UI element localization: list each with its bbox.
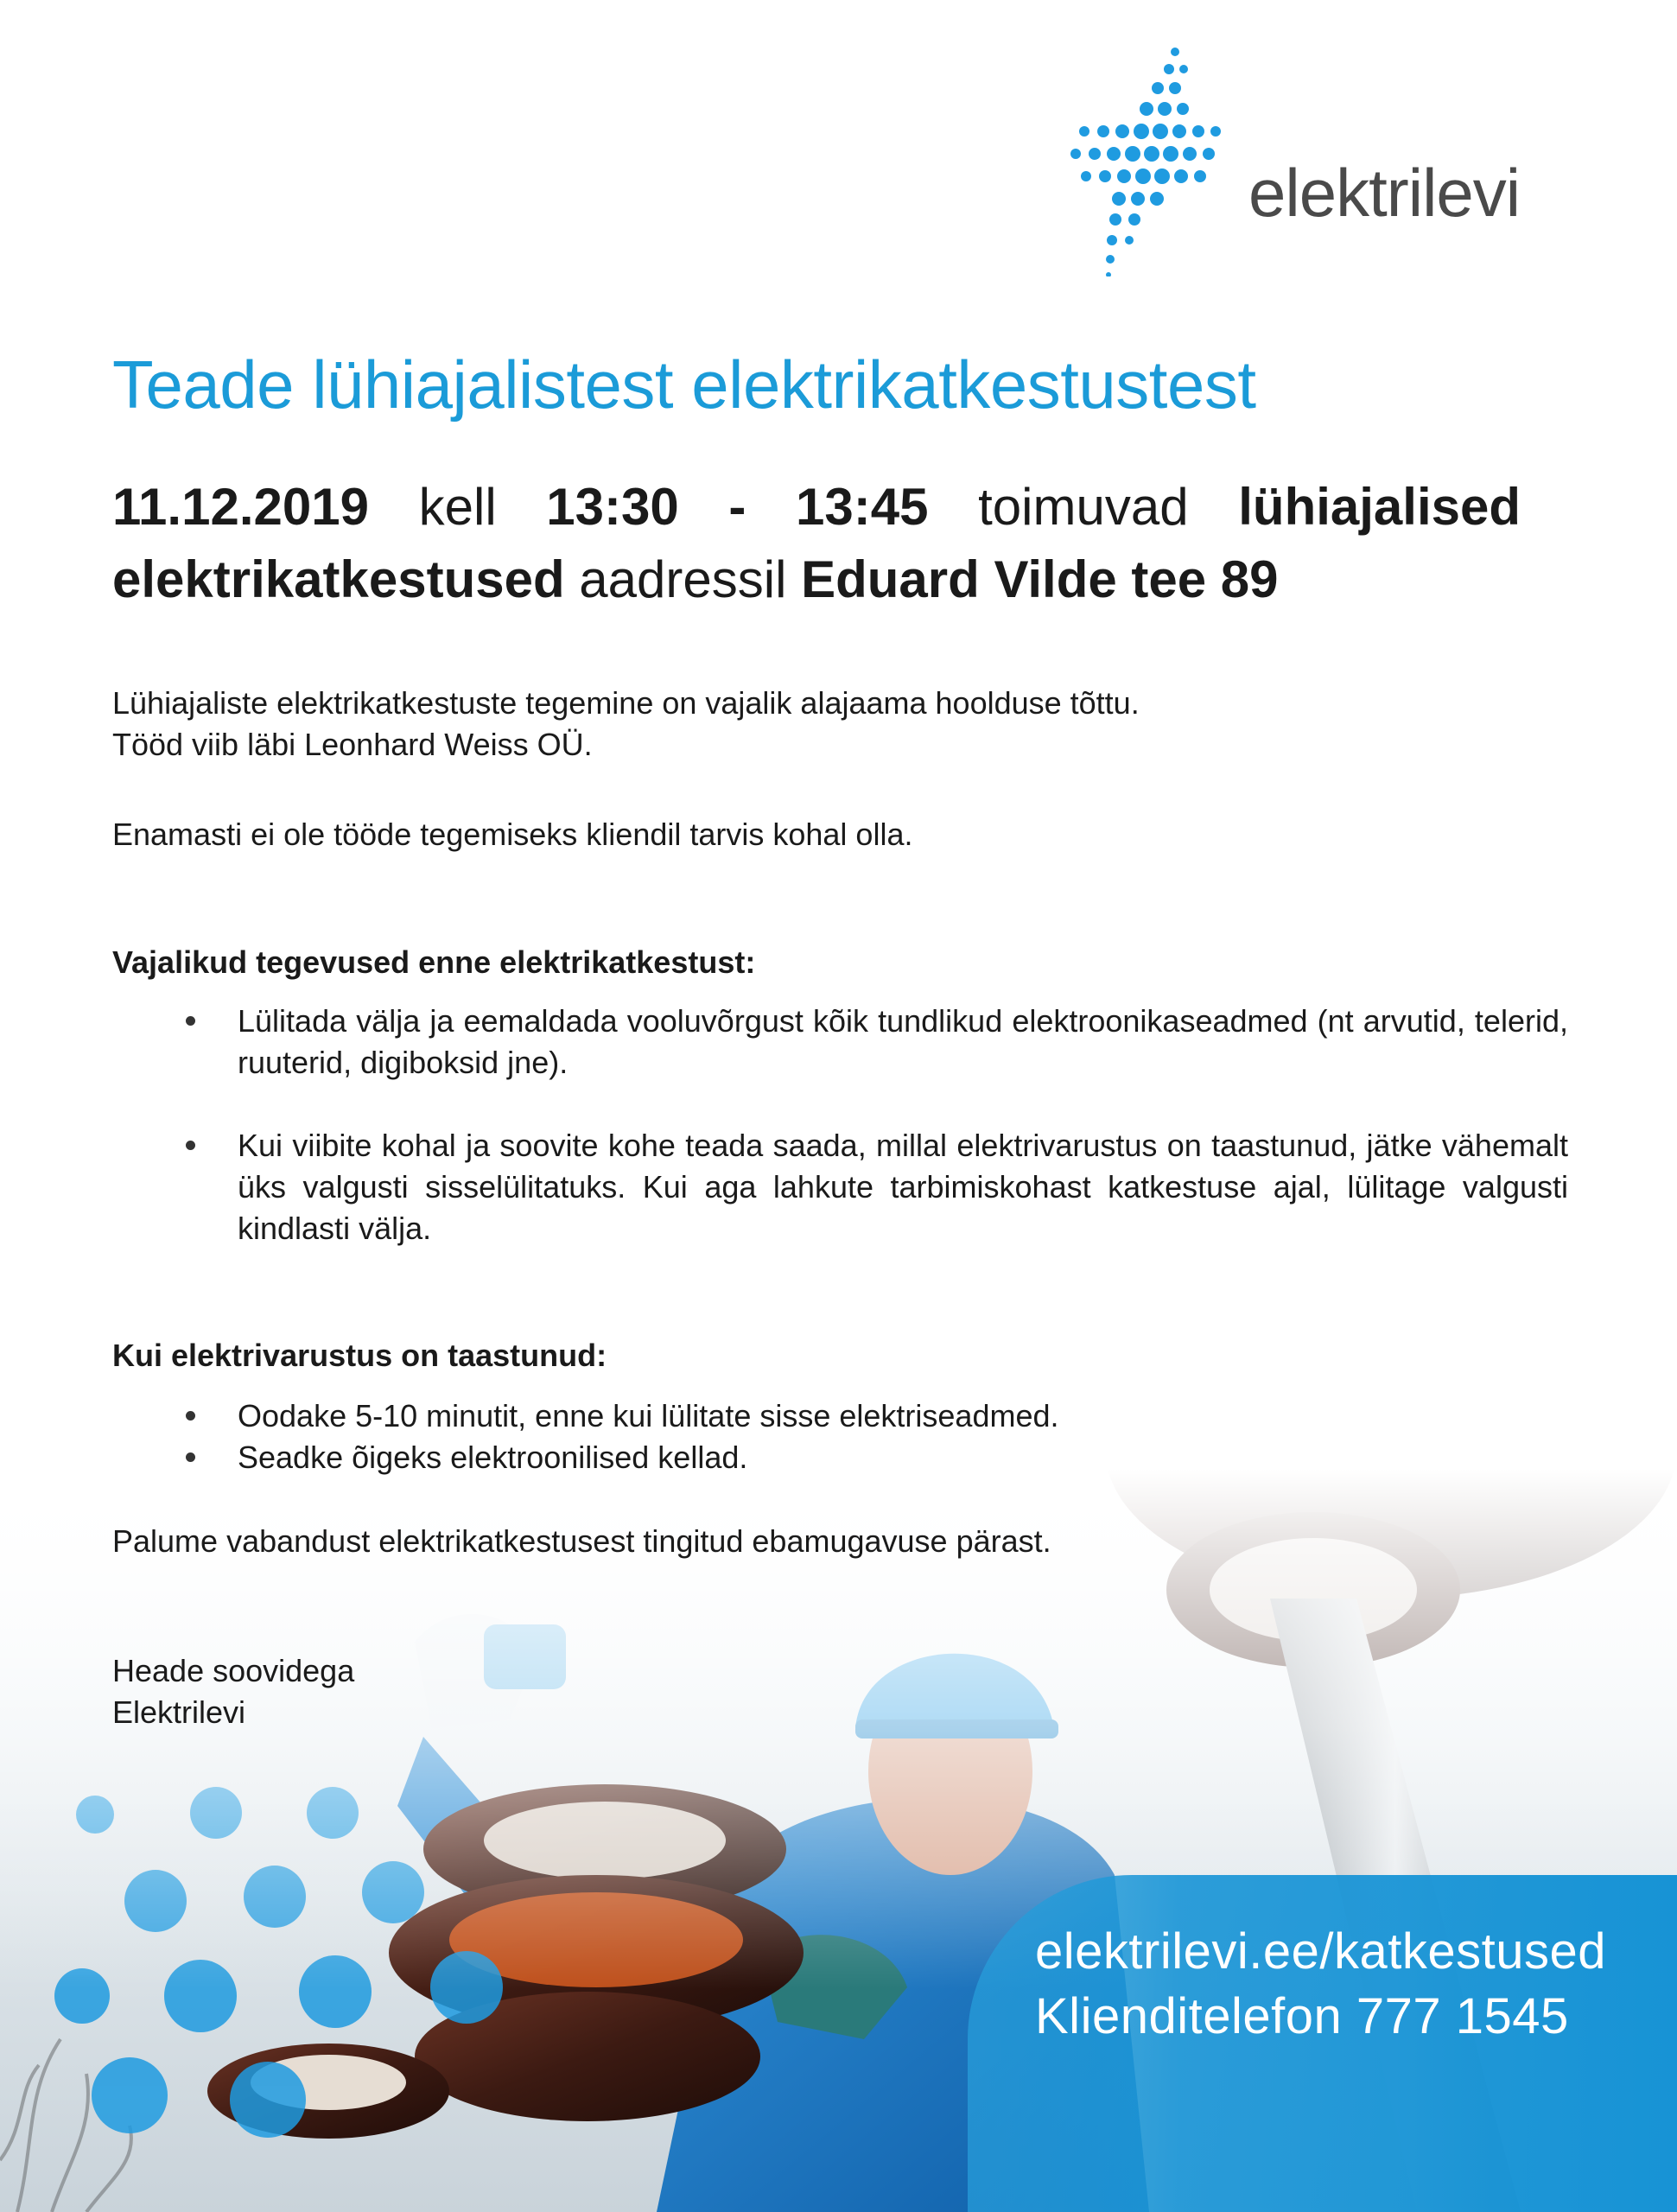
- list-item-text: Lülitada välja ja eemaldada vooluvõrgust kõik tundlikud elektroonikaseadmed (nt arvutid, telerid, ruuterid, digiboksid jne).: [238, 1003, 1568, 1080]
- before-heading: Vajalikud tegevused enne elektrikatkestust:: [112, 944, 756, 980]
- signature: [112, 1650, 1564, 1733]
- lightning-dots-icon: [1067, 43, 1223, 276]
- contractor-text: Tööd viib läbi Leonhard Weiss OÜ.: [112, 727, 593, 762]
- headline-dash: -: [728, 478, 746, 536]
- list-item: [186, 1125, 1568, 1249]
- bullet-icon: [186, 1411, 195, 1421]
- time-start: 13:30: [546, 478, 679, 536]
- outage-address: Eduard Vilde tee 89: [801, 550, 1279, 608]
- list-item: [186, 1001, 1568, 1084]
- headline-kell: kell: [418, 478, 497, 536]
- headline-event-2: elektrikatkestused: [112, 550, 565, 608]
- signature-sender: Elektrilevi: [112, 1694, 246, 1730]
- elektrilevi-logo: [1067, 43, 1551, 285]
- headline-aadressil: aadressil: [579, 550, 787, 608]
- after-heading: Kui elektrivarustus on taastunud:: [112, 1338, 607, 1373]
- brand-name: elektrilevi: [1248, 155, 1521, 231]
- reason-text: Lühiajaliste elektrikatkestuste tegemine on vajalik alajaama hoolduse tõttu.: [112, 685, 1140, 721]
- notice-title: Teade lühiajalistest elektrikatkestustest: [112, 346, 1256, 423]
- bullet-icon: [186, 1016, 195, 1026]
- headline-toimuvad: toimuvad: [978, 478, 1189, 536]
- outages-url[interactable]: elektrilevi.ee/katkestused: [1035, 1923, 1606, 1980]
- list-item-text: Oodake 5-10 minutit, enne kui lülitate sisse elektriseadmed.: [238, 1398, 1059, 1433]
- apology-text: Palume vabandust elektrikatkestusest tingitud ebamugavuse pärast.: [112, 1523, 1051, 1559]
- list-item-text: Seadke õigeks elektroonilised kellad.: [238, 1440, 748, 1475]
- headline-event-1: lühiajalised: [1238, 478, 1521, 536]
- bullet-icon: [186, 1452, 195, 1462]
- customer-phone[interactable]: Klienditelefon 777 1545: [1035, 1988, 1569, 2044]
- list-item-text: Kui viibite kohal ja soovite kohe teada saada, millal elektrivarustus on taastunud, jätke vähemalt üks valgusti sisselülitatuks. Kui aga lahkute tarbimiskohast katkestuse ajal, lülitage valgusti kindlasti välja.: [238, 1128, 1568, 1246]
- bullet-icon: [186, 1141, 195, 1150]
- list-item: [186, 1395, 1568, 1437]
- time-end: 13:45: [796, 478, 929, 536]
- outage-date: 11.12.2019: [112, 478, 369, 536]
- list-item: [186, 1437, 1568, 1478]
- presence-text: Enamasti ei ole tööde tegemiseks kliendil tarvis kohal olla.: [112, 817, 913, 852]
- reason-paragraph: [112, 683, 1564, 766]
- signature-greeting: Heade soovidega: [112, 1653, 355, 1688]
- headline: [112, 471, 1521, 616]
- after-list: [186, 1395, 1568, 1478]
- before-list: [186, 1001, 1568, 1249]
